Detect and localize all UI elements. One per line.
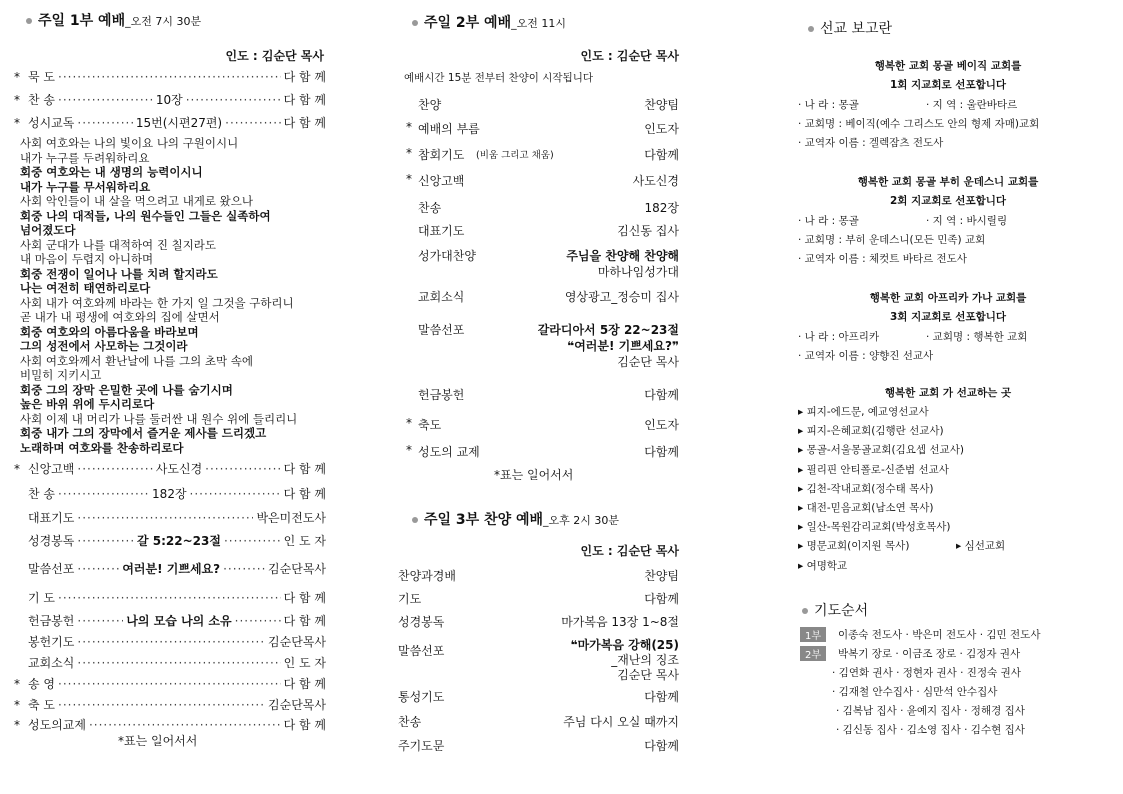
- dot-leader: [89, 718, 281, 732]
- dot-leader: [58, 487, 149, 501]
- order-person: 김순단목사: [268, 635, 326, 649]
- order-person: 다 함 께: [283, 677, 326, 691]
- order-person: 마가복음 13장 1~8절: [561, 615, 679, 629]
- support-item: ▸ 필리핀 안티폴로-신준범 선교사: [798, 463, 949, 476]
- order-label: 헌금봉헌: [28, 614, 75, 628]
- order-row: [14, 509, 326, 526]
- standing-mark: *: [14, 717, 20, 732]
- standing-mark: *: [406, 146, 412, 160]
- order-label: 찬송: [418, 201, 442, 215]
- order-person: 마하나임성가대: [597, 265, 679, 279]
- prayer-badge: 2부: [800, 646, 826, 661]
- order-label: 교회소식: [418, 290, 465, 304]
- service1-footer: *표는 일어서서: [118, 734, 198, 748]
- order-person: 찬양팀: [644, 98, 679, 112]
- support-item: ▸ 여명학교: [798, 559, 848, 572]
- order-label: 말씀선포: [398, 644, 445, 658]
- order-person: 다함께: [644, 388, 679, 402]
- order-person: 다 함 께: [283, 462, 326, 476]
- responsive-line: 곧 내가 내 평생에 여호와의 집에 살면서: [20, 310, 220, 324]
- church-heading: 행복한 교회 몽골 베이직 교회를: [874, 60, 1022, 72]
- order-row: [14, 696, 326, 713]
- dot-leader: [190, 487, 281, 501]
- order-label: 성도의교제: [28, 718, 86, 732]
- service3-title: 주일 3부 찬양 예배_오후 2시 30분: [412, 509, 619, 529]
- order-row: [14, 460, 326, 477]
- dot-leader: [58, 70, 281, 84]
- order-row: [14, 633, 326, 650]
- order-detail: 여러분! 기쁘세요?: [122, 562, 221, 576]
- order-detail: 갈 5:22~23절: [137, 534, 221, 548]
- order-label: 찬 송: [28, 487, 55, 501]
- dot-leader: [58, 677, 281, 691]
- standing-mark: *: [406, 120, 412, 134]
- service2-leader: 인도 : 김순단 목사: [580, 49, 679, 63]
- standing-mark: *: [14, 697, 20, 712]
- order-person: 다 함 께: [283, 116, 326, 130]
- order-person: 다함께: [644, 592, 679, 606]
- order-detail: 15번(시편27편): [135, 116, 223, 130]
- order-label: 성시교독: [28, 116, 75, 130]
- order-label: 송 영: [28, 677, 55, 691]
- order-label: 찬 송: [28, 93, 55, 107]
- order-label: 찬양과경배: [398, 569, 456, 583]
- order-person: 다 함 께: [283, 70, 326, 84]
- responsive-line: 회중 나의 대적들, 나의 원수들인 그들은 실족하여: [20, 208, 271, 223]
- order-row: [14, 485, 326, 502]
- church-info: · 나 라 : 몽골: [798, 215, 859, 227]
- support-item: ▸ 일산-목원감리교회(박성호목사): [798, 521, 951, 534]
- responsive-line: 사회 군대가 나를 대적하여 진 칠지라도: [20, 237, 217, 252]
- church-info: · 교역자 이름 : 양향진 선교사: [798, 350, 934, 362]
- standing-mark: *: [406, 416, 412, 430]
- dot-leader: [77, 534, 134, 548]
- order-person: 인 도 자: [283, 534, 326, 548]
- order-person: 다함께: [644, 445, 679, 459]
- order-person: 찬양팀: [644, 569, 679, 583]
- order-row: [14, 675, 326, 692]
- order-row: [14, 589, 326, 606]
- order-row: [14, 532, 326, 549]
- order-person: 영상광고_정승미 집사: [564, 290, 679, 304]
- church-heading: 행복한 교회 몽골 부히 운데스니 교회를: [857, 176, 1039, 188]
- dot-leader: [235, 614, 281, 628]
- standing-mark: *: [406, 172, 412, 186]
- responsive-line: 높은 바위 위에 두시리로다: [20, 397, 155, 411]
- responsive-line: 비밀히 지키시고: [20, 368, 102, 382]
- order-person: 김순단목사: [268, 698, 326, 712]
- order-detail: 10장: [155, 93, 183, 107]
- prayer-line: · 김재철 안수집사 · 심만석 안수집사: [832, 686, 998, 698]
- order-person: 182장: [644, 201, 679, 215]
- order-label: 교회소식: [28, 656, 75, 670]
- church-info: · 교회명 : 행복한 교회: [926, 331, 1028, 343]
- church-heading: 행복한 교회 아프리카 가나 교회를: [869, 292, 1027, 304]
- order-label: 참회기도: [418, 148, 465, 162]
- order-label: 축도: [418, 418, 442, 432]
- responsive-line: 사회 내가 여호와께 바라는 한 가지 일 그것을 구하리니: [20, 295, 294, 310]
- order-person: 주님 다시 오실 때까지: [563, 715, 679, 729]
- order-label: 말씀선포: [28, 562, 75, 576]
- order-person: 다 함 께: [283, 718, 326, 732]
- responsive-line: 그의 성전에서 사모하는 그것이라: [20, 339, 188, 353]
- responsive-line: 넘어졌도다: [20, 223, 76, 237]
- order-label: 성가대찬양: [418, 249, 476, 263]
- order-person: 인 도 자: [283, 656, 326, 670]
- church-info: · 지 역 : 울란바타르: [926, 99, 1018, 111]
- order-person: 박은미전도사: [256, 511, 326, 525]
- church-info: · 나 라 : 몽골: [798, 99, 859, 111]
- dot-leader: [77, 562, 119, 576]
- responsive-line: 회중 전쟁이 일어나 나를 치려 할지라도: [20, 266, 218, 281]
- order-label: 헌금봉헌: [418, 388, 465, 402]
- service2-note: 예배시간 15분 전부터 찬양이 시작됩니다: [404, 72, 593, 84]
- order-label: 축 도: [28, 698, 55, 712]
- service2-title: 주일 2부 예배_오전 11시: [412, 12, 566, 32]
- order-person: 김순단 목사: [617, 355, 679, 369]
- order-row: [14, 68, 326, 85]
- prayer-badge: 1부: [800, 627, 826, 642]
- church-info: · 교역자 이름 : 겔렉잠츠 전도사: [798, 137, 944, 149]
- order-label: 예배의 부름: [418, 122, 480, 136]
- order-person: 주님을 찬양해 찬양해: [566, 249, 679, 263]
- order-detail: 182장: [152, 487, 187, 501]
- support-item: ▸ 대전-믿음교회(남소연 목사): [798, 502, 934, 514]
- order-label: 말씀선포: [418, 323, 465, 337]
- prayer-line: · 김신동 집사 · 김소영 집사 · 김수현 집사: [836, 724, 1025, 736]
- church-info: · 지 역 : 바시릴링: [926, 215, 1008, 227]
- bullet-icon: [412, 20, 418, 26]
- order-label: 봉헌기도: [28, 635, 75, 649]
- mission-title: 선교 보고란: [808, 18, 892, 38]
- order-label: 주기도문: [398, 739, 445, 753]
- church-info: · 교회명 : 부히 운데스니(모든 민족) 교회: [798, 234, 986, 246]
- order-person: 사도신경: [632, 174, 679, 188]
- bullet-icon: [808, 26, 814, 32]
- order-label: 성도의 교제: [418, 445, 480, 459]
- service1-title: 주일 1부 예배_오전 7시 30분: [26, 10, 201, 30]
- responsive-line: 사회 악인들이 내 살을 먹으려고 내게로 왔으나: [20, 194, 254, 208]
- order-label: 대표기도: [28, 511, 75, 525]
- standing-mark: *: [14, 676, 20, 691]
- support-item: ▸ 피지-은혜교회(김행란 선교사): [798, 425, 944, 438]
- responsive-line: 나는 여전히 태연하리로다: [20, 281, 151, 295]
- order-row: [14, 560, 326, 577]
- order-label: 찬송: [398, 715, 422, 729]
- standing-mark: *: [14, 115, 20, 130]
- service3-leader: 인도 : 김순단 목사: [580, 544, 679, 558]
- order-person: ❝여러분! 기쁘세요?❞: [567, 339, 679, 353]
- order-person: ❝마가복음 강해(25): [570, 638, 679, 652]
- dot-leader: [58, 698, 265, 712]
- responsive-line: 사회 여호와께서 환난날에 나를 그의 초막 속에: [20, 353, 254, 368]
- order-row: [14, 612, 326, 629]
- dot-leader: [77, 635, 265, 649]
- order-person: 인도자: [644, 418, 679, 432]
- order-label: 대표기도: [418, 224, 465, 238]
- order-row: [14, 654, 326, 671]
- bullet-icon: [26, 18, 32, 24]
- prayer-line: 이종숙 전도사 · 박은미 전도사 · 김민 전도사: [838, 629, 1041, 641]
- order-person: 다 함 께: [283, 487, 326, 501]
- church-info: · 교회명 : 베이직(예수 그리스도 안의 형제 자매)교회: [798, 118, 1040, 130]
- dot-leader: [225, 116, 280, 130]
- order-detail: 나의 모습 나의 소유: [126, 614, 232, 628]
- bullet-icon: [412, 517, 418, 523]
- standing-mark: *: [406, 443, 412, 457]
- dot-leader: [77, 614, 123, 628]
- order-person: 김순단목사: [268, 562, 327, 576]
- order-row: [14, 114, 326, 131]
- dot-leader: [58, 93, 153, 107]
- order-person: _재난의 징조: [611, 653, 679, 667]
- order-person: 다 함 께: [283, 614, 326, 628]
- order-label: 신앙고백: [418, 174, 465, 188]
- order-person: 김순단 목사: [617, 668, 679, 682]
- standing-mark: *: [14, 92, 20, 107]
- standing-mark: *: [14, 461, 20, 476]
- order-detail: 사도신경: [155, 462, 203, 476]
- church-info: · 나 라 : 아프리카: [798, 331, 880, 343]
- support-item: ▸ 김천-작내교회(정수태 목사): [798, 482, 934, 495]
- church-info: · 교역자 이름 : 체컷트 바타르 전도사: [798, 253, 967, 265]
- dot-leader: [77, 511, 253, 525]
- order-label: 신앙고백: [28, 462, 75, 476]
- dot-leader: [205, 462, 280, 476]
- order-label: 성경봉독: [398, 615, 445, 629]
- order-sub: (비움 그리고 채움): [476, 150, 554, 161]
- order-person: 다 함 께: [283, 591, 326, 605]
- responsive-line: 노래하며 여호와를 찬송하리로다: [20, 440, 184, 455]
- church-heading: 3회 지교회로 선포합니다: [889, 311, 1007, 323]
- responsive-line: 내가 누구를 두려워하리요: [20, 150, 150, 165]
- order-person: 다함께: [644, 739, 679, 753]
- support-item: ▸ 몽골-서울몽골교회(김요셉 선교사): [798, 444, 964, 457]
- order-person: 다 함 께: [283, 93, 326, 107]
- prayer-line: 박복기 장로 · 이금조 장로 · 김정자 권사: [838, 648, 1021, 660]
- dot-leader: [77, 116, 132, 130]
- dot-leader: [223, 562, 265, 576]
- order-person: 김신동 집사: [617, 224, 679, 238]
- responsive-line: 회중 여호와는 내 생명의 능력이시니: [20, 165, 203, 179]
- support-item: ▸ 명문교회(이지원 목사): [798, 540, 910, 553]
- order-person: 다함께: [644, 148, 679, 162]
- responsive-line: 회중 내가 그의 장막에서 즐거운 제사를 드리겠고: [20, 426, 267, 440]
- order-row: [14, 91, 326, 108]
- prayer-title: 기도순서: [802, 600, 868, 620]
- church-heading: 2회 지교회로 선포합니다: [889, 195, 1007, 207]
- order-label: 묵 도: [28, 70, 55, 84]
- bullet-icon: [802, 608, 808, 614]
- order-row: [14, 716, 326, 733]
- order-label: 기도: [398, 592, 422, 606]
- responsive-line: 회중 여호와의 아름다움을 바라보며: [20, 324, 199, 339]
- order-person: 다함께: [644, 690, 679, 704]
- responsive-line: 사회 이제 내 머리가 나를 둘러싼 내 원수 위에 들리리니: [20, 411, 298, 426]
- dot-leader: [186, 93, 281, 107]
- service2-footer: *표는 일어서서: [494, 468, 574, 482]
- order-label: 기 도: [28, 591, 55, 605]
- church-heading: 1회 지교회로 선포합니다: [889, 79, 1007, 91]
- order-person: 인도자: [644, 122, 679, 136]
- support-item: ▸ 피지-에드문, 예교영선교사: [798, 406, 929, 418]
- support-item: ▸ 심선교회: [956, 540, 1006, 553]
- dot-leader: [224, 534, 281, 548]
- order-person: 갈라디아서 5장 22~23절: [537, 323, 679, 337]
- dot-leader: [77, 656, 280, 670]
- responsive-line: 내 마음이 두렵지 아니하며: [20, 252, 154, 266]
- responsive-line: 사회 여호와는 나의 빛이요 나의 구원이시니: [20, 136, 239, 150]
- order-label: 통성기도: [398, 690, 445, 704]
- order-label: 성경봉독: [28, 534, 75, 548]
- order-label: 찬양: [418, 98, 442, 112]
- prayer-line: · 김복남 집사 · 윤예지 집사 · 정해경 집사: [836, 705, 1025, 717]
- responsive-line: 내가 누구를 무서워하리요: [20, 179, 151, 194]
- responsive-line: 회중 그의 장막 은밀한 곳에 나를 숨기시며: [20, 382, 233, 397]
- dot-leader: [58, 591, 281, 605]
- service1-leader: 인도 : 김순단 목사: [225, 49, 324, 63]
- support-heading: 행복한 교회 가 선교하는 곳: [884, 387, 1012, 399]
- dot-leader: [77, 462, 152, 476]
- standing-mark: *: [14, 69, 20, 84]
- prayer-line: · 김연화 권사 · 정현자 권사 · 진정숙 권사: [832, 667, 1021, 679]
